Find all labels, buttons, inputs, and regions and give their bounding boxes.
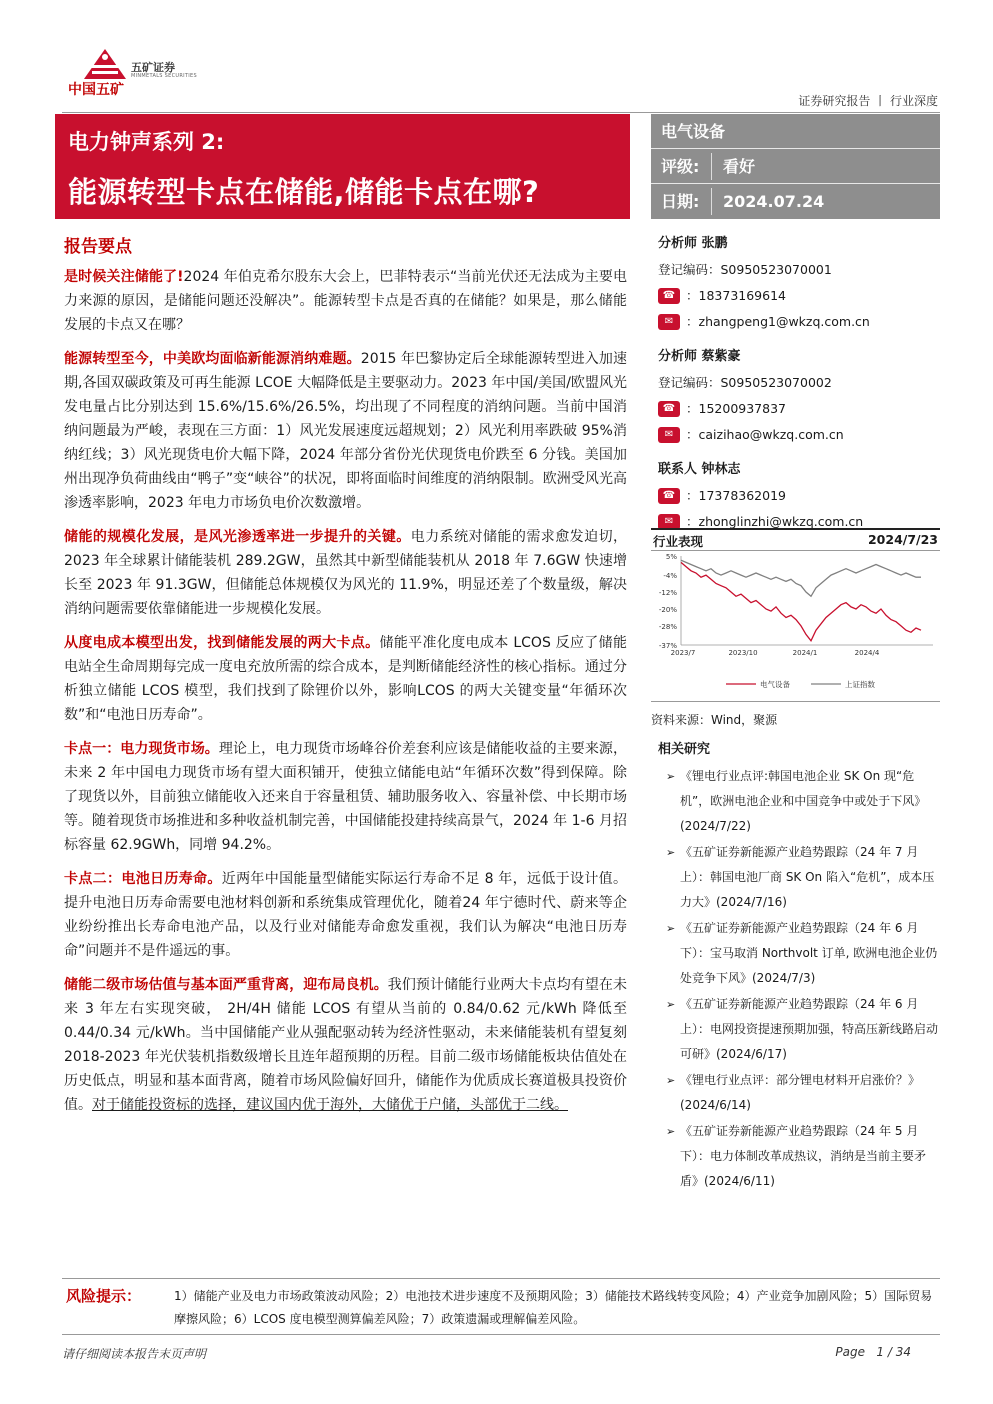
email-link[interactable]: zhangpeng1@wkzq.com.cn (698, 314, 870, 329)
date-value: 2024.07.24 (723, 192, 825, 211)
analyst-name: 分析师 蔡紫豪 (658, 349, 741, 364)
analyst-section (658, 232, 940, 545)
summary-paragraph (64, 867, 627, 963)
chart-source: 资料来源：Wind，聚源 (651, 713, 778, 727)
series-title: 电力钟声系列 2: (68, 130, 225, 154)
email-link[interactable]: zhonglinzhi@wkzq.com.cn (698, 514, 864, 529)
analyst-card (658, 458, 940, 535)
x-tick-label: 2024/1 (792, 649, 818, 657)
report-title: 能源转型卡点在储能,储能卡点在哪? (68, 175, 540, 209)
related-item[interactable]: ➢ 《五矿证券新能源产业趋势跟踪（24 年 6 月下）：宝马取消 Northvolt 订单, 欧洲电池企业仍处竞争下风》(2024/7/3) (666, 916, 942, 991)
phone-number: 17378362019 (698, 488, 786, 503)
email-row: ✉ ： zhangpeng1@wkzq.com.cn (658, 309, 940, 335)
header-divider (62, 112, 940, 113)
summary-paragraph (64, 737, 627, 857)
summary-paragraph (64, 347, 627, 515)
phone-row: ☎ ： 17378362019 (658, 483, 940, 509)
phone-row: ☎ ： 15200937837 (658, 396, 940, 422)
y-tick-label: 5% (665, 553, 677, 561)
x-tick-label: 2023/7 (670, 649, 696, 657)
performance-chart (651, 550, 940, 698)
email-icon: ✉ (658, 314, 680, 330)
analyst-reg: 登记编码：S0950523070002 (658, 375, 832, 390)
legend-label: 上证指数 (845, 680, 875, 689)
group-name: 中国五矿 (68, 82, 124, 98)
paragraph-text: 储能平准化度电成本 LCOS 反应了储能电站全生命周期每完成一度电充放所需的综合成本，是判断储能经济性的核心指标。通过分析独立储能 LCOS 模型，我们找到了除锂价以外，影响LCOS 的两大关键变量“年循环次数”和“电池日历寿命”。 (64, 635, 627, 723)
risk-text: 1）储能产业及电力市场政策波动风险；2）电池技术进步速度不及预期风险；3）储能技术路线转变风险；4）产业竞争加剧风险；5）国际贸易摩擦风险；6）LCOS 度电模型测算偏差风险；7）政策遗漏或理解偏差风险。 (174, 1289, 933, 1326)
email-icon: ✉ (658, 427, 680, 443)
paragraph-text: 电力系统对储能的需求愈发迫切，2023 年全球累计储能装机 289.2GW，虽然其中新型储能装机从 2018 年 7.6GW 快速增长至 2023 年 91.3GW，但储能总体规模仅为风光的 11.9%，明显还差了个数量级，解决消纳问题需要依靠储能进一步规模化发展。 (64, 529, 628, 617)
date-divider (711, 188, 712, 215)
company-name-en: MINMETALS SECURITIES (131, 73, 197, 79)
summary-title: 报告要点 (64, 237, 132, 257)
industry-value: 电气设备 (661, 122, 726, 141)
rating-value: 看好 (723, 157, 756, 176)
paragraph-text: 2015 年巴黎协定后全球能源转型进入加速期,各国双碳政策及可再生能源 LCOE 大幅降低是主要驱动力。2023 年中国/美国/欧盟风光发电量占比分别达到 15.6%/15.6%/26.5%，均出现了不同程度的消纳问题。当前中国消纳问题最为严峻，表现在三方面：1）风光发展速度远超规划；2）风光利用率跌破 95%消纳红线；3）风光现货电价大幅下降，2024 年部分省份光伏现货电价跌至 6 分钱。美国加州出现净负荷曲线由“鸭子”变“峡谷”的状况，即将面临时间维度的消纳限制。欧洲受风光高渗透率影响，2023 年电力市场负电价次数激增。 (64, 351, 628, 511)
phone-icon: ☎ (658, 401, 680, 417)
date-label: 日期: (661, 192, 700, 211)
email-row: ✉ ： caizihao@wkzq.com.cn (658, 422, 940, 448)
paragraph-highlight: 卡点一：电力现货市场。 (64, 741, 219, 757)
analyst-name: 分析师 张鹏 (658, 236, 728, 251)
y-tick-label: -12% (658, 589, 677, 598)
analyst-card (658, 232, 940, 335)
related-item[interactable]: ➢ 《五矿证券新能源产业趋势跟踪（24 年 7 月上）：韩国电池厂商 SK On 陷入“危机”，成本压力大》(2024/7/16) (666, 840, 942, 915)
rating-label: 评级: (661, 157, 700, 176)
info-box (651, 114, 940, 219)
y-tick-label: -20% (658, 605, 677, 614)
related-item[interactable]: ➢ 《五矿证券新能源产业趋势跟踪（24 年 6 月上）：电网投资提速预期加强，特高压新线路启动可研》(2024/6/17) (666, 992, 942, 1067)
risk-divider-top (62, 1278, 940, 1279)
x-tick-label: 2024/4 (854, 649, 880, 657)
company-name: 五矿证券 (131, 61, 175, 74)
phone-icon: ☎ (658, 488, 680, 504)
series-line-0 (681, 562, 921, 640)
page-label: Page (835, 1345, 865, 1359)
paragraph-text: 2024 年伯克希尔股东大会上，巴菲特表示“当前光伏还无法成为主要电力来源的原因，是储能问题还没解决”。能源转型卡点是否真的在储能？如果是，那么储能发展的卡点又在哪？ (64, 269, 627, 333)
y-tick-label: -37% (658, 642, 677, 650)
y-tick-label: -28% (658, 622, 677, 631)
related-item[interactable]: ➢ 《五矿证券新能源产业趋势跟踪（24 年 5 月下）：电力体制改革成热议，消纳是当前主要矛盾》(2024/6/11) (666, 1119, 942, 1194)
page-value: 1 / 34 (876, 1345, 911, 1359)
rating-divider (711, 153, 712, 180)
x-tick-label: 2023/10 (728, 649, 758, 657)
related-list (666, 764, 942, 1195)
rating-row (651, 149, 940, 184)
summary-paragraph (64, 525, 627, 621)
date-row (651, 184, 940, 219)
legend-label: 电气设备 (760, 680, 790, 689)
paragraph-conclusion: 对于储能投资标的选择，建议国内优于海外，大储优于户储，头部优于二线。 (92, 1097, 568, 1113)
paragraph-highlight: 储能二级市场估值与基本面严重背离，迎布局良机。 (64, 977, 388, 993)
risk-label: 风险提示： (66, 1287, 142, 1305)
summary-section (64, 232, 627, 1127)
phone-number: 18373169614 (698, 288, 786, 303)
industry-row (651, 114, 940, 149)
summary-paragraph (64, 631, 627, 727)
paragraph-text: 我们预计储能行业两大卡点均有望在未来 3 年左右实现突破， 2H/4H 储能 LCOS 有望从当前的 0.84/0.62 元/kWh 降低至 0.44/0.34 元/kWh。当中国储能产业从强配驱动转为经济性驱动，未来储能装机有望复刻 2018-2023 年光伏装机指数级增长且连年超预期的历程。目前二级市场储能板块估值处在历史低点，明显和基本面背离，随着市场风险偏好回升，储能作为优质成长赛道极具投资价值。 (64, 977, 628, 1113)
phone-icon: ☎ (658, 288, 680, 304)
paragraph-highlight: 卡点二：电池日历寿命。 (64, 871, 222, 887)
related-title: 相关研究 (658, 742, 711, 757)
company-logo-icon (80, 45, 130, 81)
chart-divider (651, 701, 940, 702)
analyst-reg: 登记编码：S0950523070001 (658, 262, 832, 277)
related-item[interactable]: ➢ 《锂电行业点评：部分锂电材料开启涨价？》(2024/6/14) (666, 1068, 942, 1118)
paragraph-highlight: 从度电成本模型出发，找到储能发展的两大卡点。 (64, 635, 380, 651)
summary-paragraph (64, 973, 627, 1117)
performance-title: 行业表现 (653, 534, 704, 549)
related-item[interactable]: ➢ 《锂电行业点评:韩国电池企业 SK On 现“危机”，欧洲电池企业和中国竞争中或处于下风》(2024/7/22) (666, 764, 942, 839)
report-type: 证券研究报告 丨 行业深度 (798, 94, 938, 108)
paragraph-highlight: 储能的规模化发展，是风光渗透率进一步提升的关键。 (64, 529, 411, 545)
analyst-card (658, 345, 940, 448)
series-line-1 (681, 560, 921, 596)
email-link[interactable]: caizihao@wkzq.com.cn (698, 427, 844, 442)
paragraph-highlight: 能源转型至今，中美欧均面临新能源消纳难题。 (64, 351, 361, 367)
email-row: ✉ ： zhonglinzhi@wkzq.com.cn (658, 509, 940, 535)
analyst-name: 联系人 钟林志 (658, 462, 741, 477)
page-number (835, 1345, 911, 1359)
footer-disclaimer: 请仔细阅读本报告末页声明 (62, 1347, 207, 1361)
paragraph-text: 近两年中国能量型储能实际运行寿命不足 8 年，远低于设计值。提升电池日历寿命需要电池材料创新和系统集成管理优化，随着24 年宁德时代、蔚来等企业纷纷推出长寿命电池产品，以及行业对储能寿命愈发重视，我们认为解决“电池日历寿命”问题并不是件遥远的事。 (64, 871, 628, 959)
risk-divider-bottom (62, 1334, 940, 1335)
phone-number: 15200937837 (698, 401, 786, 416)
email-icon: ✉ (658, 514, 680, 530)
y-tick-label: -4% (663, 572, 677, 581)
phone-row: ☎ ： 18373169614 (658, 283, 940, 309)
performance-date: 2024/7/23 (867, 532, 938, 547)
paragraph-text: 理论上，电力现货市场峰谷价差套利应该是储能收益的主要来源，未来 2 年中国电力现货市场有望大面积铺开，使独立储能电站“年循环次数”得到保障。除了现货以外，目前独立储能收入还来自于容量租赁、辅助服务收入、容量补偿、中长期市场等。随着现货市场推进和多种收益机制完善，中国储能投建持续高景气，2024 年 1-6 月招标容量 62.9GWh，同增 94.2%。 (64, 741, 628, 853)
performance-header (651, 528, 940, 551)
paragraph-highlight: 是时候关注储能了! (64, 269, 184, 285)
summary-paragraph (64, 265, 627, 337)
